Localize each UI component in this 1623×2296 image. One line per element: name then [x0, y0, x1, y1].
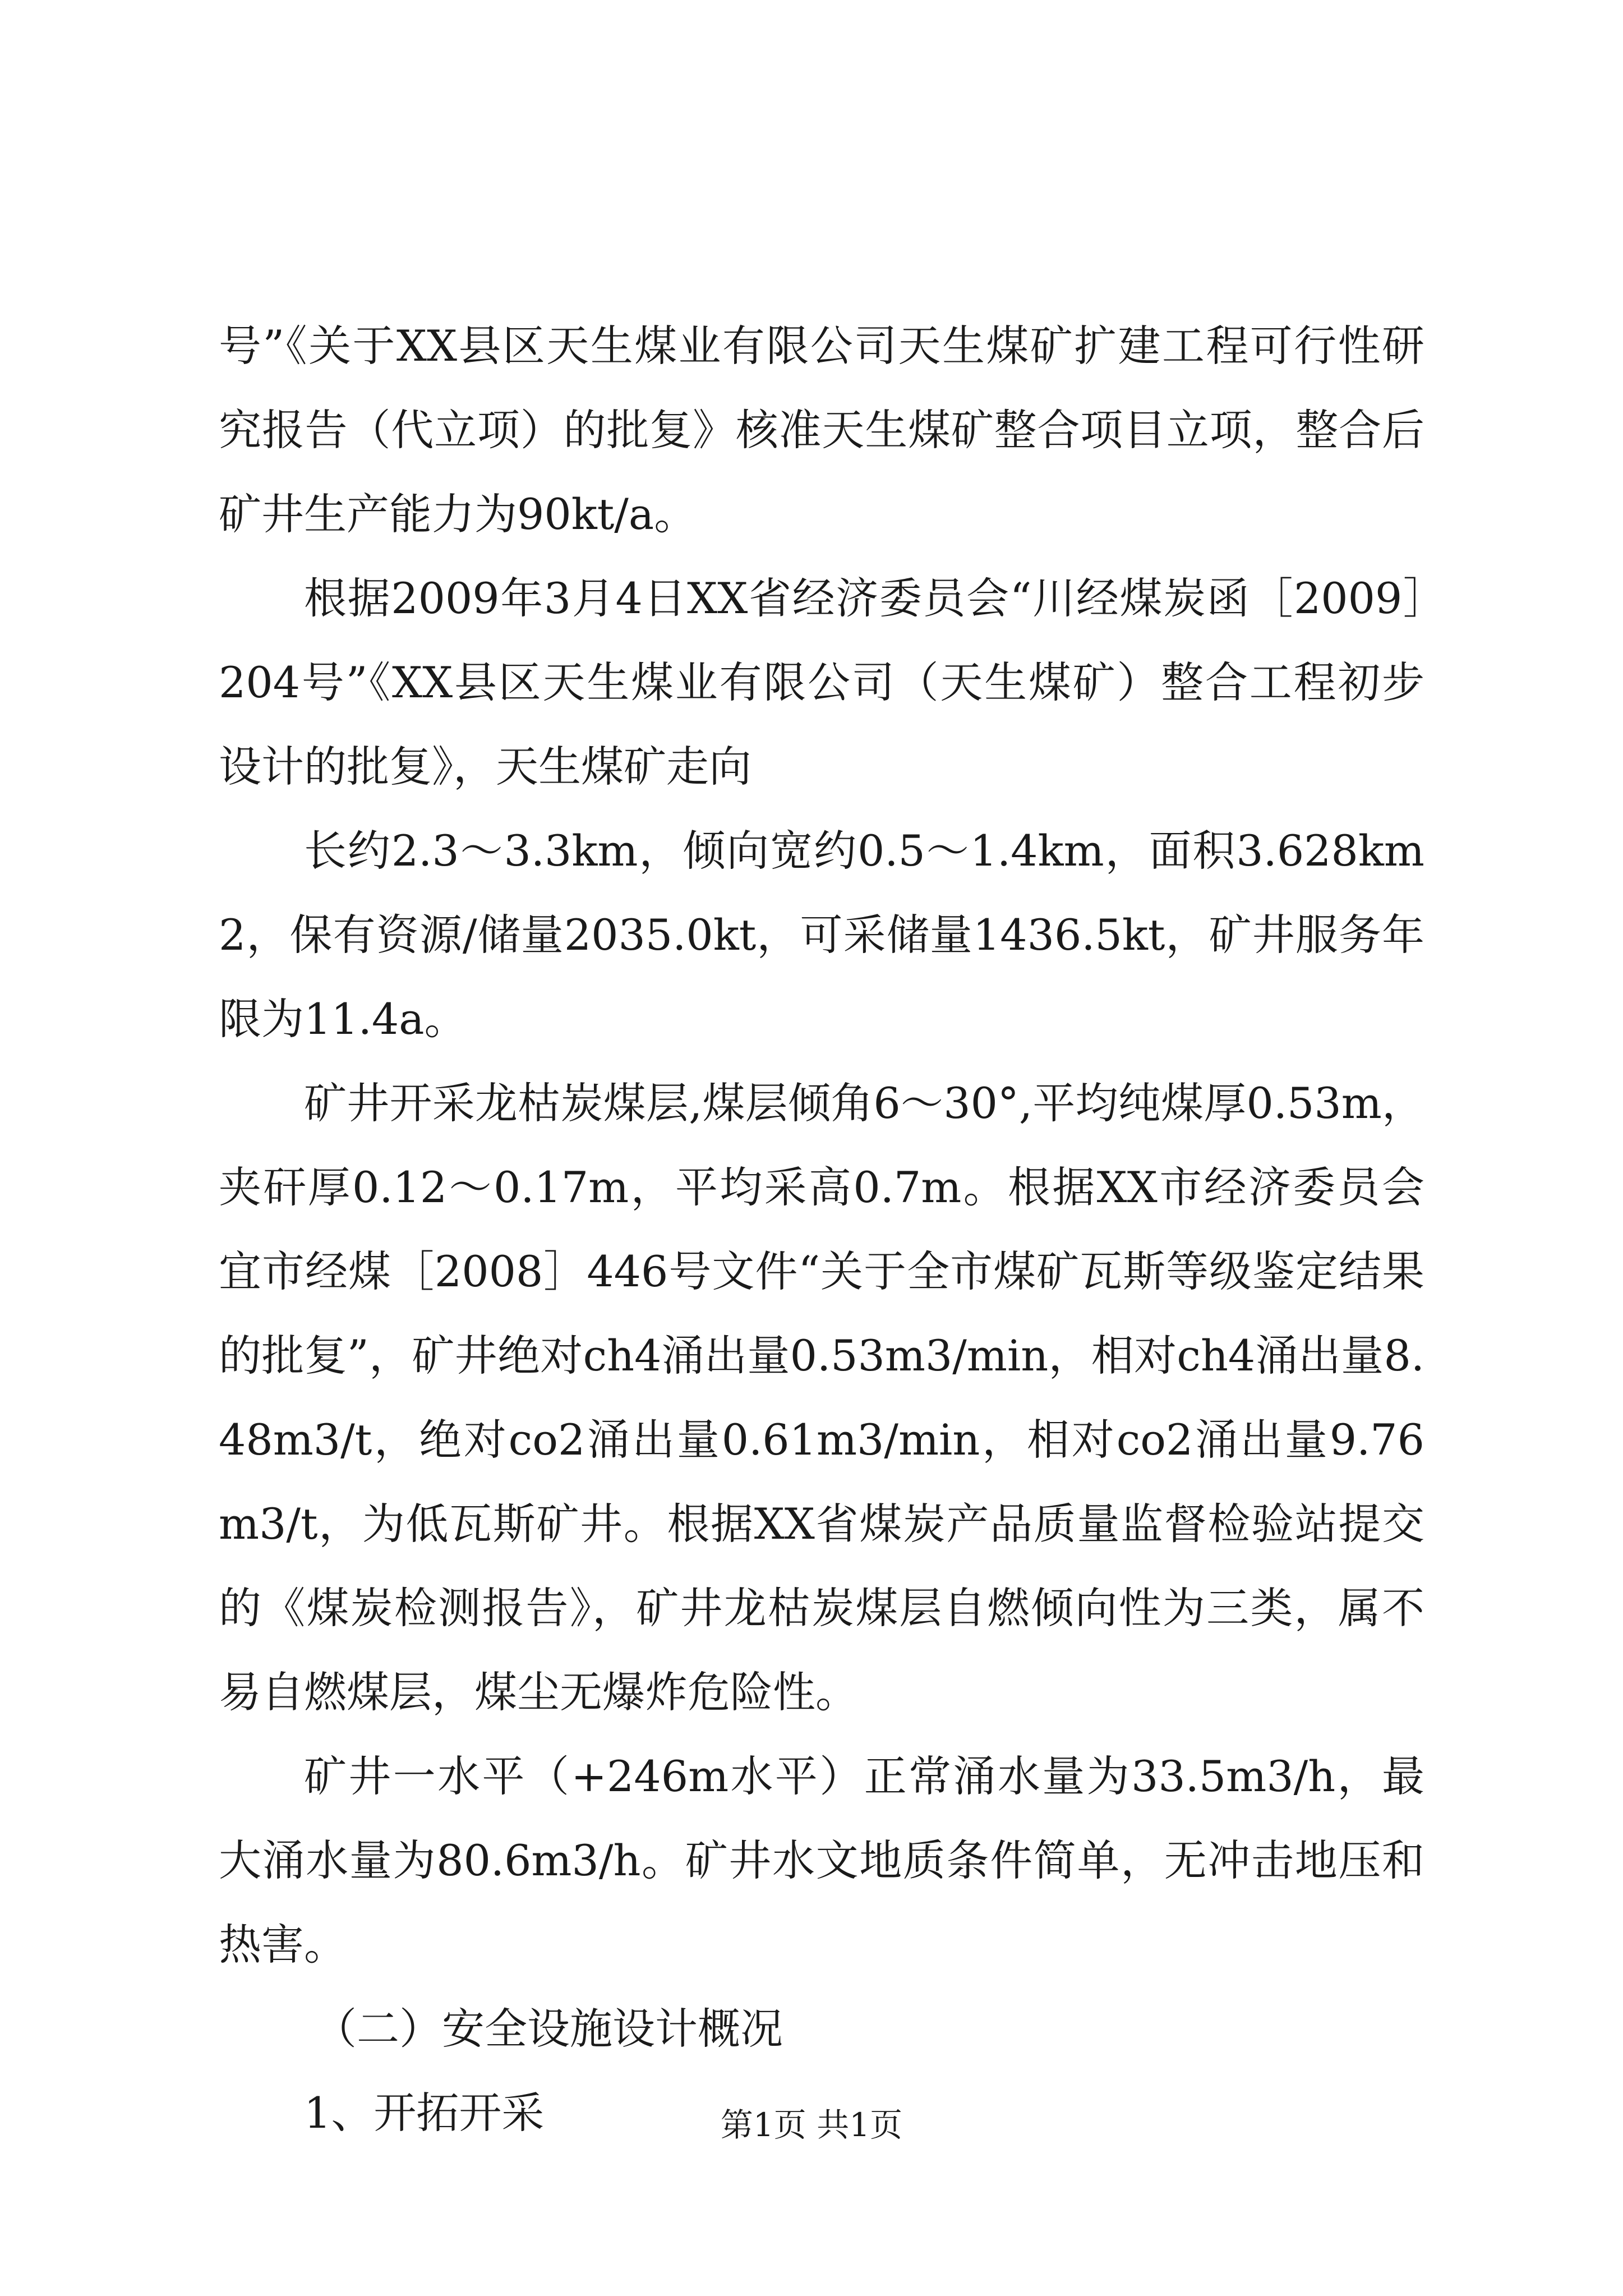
document-body [219, 304, 1424, 2155]
paragraph-coal-seam-gas: 矿井开采龙枯炭煤层,煤层倾角6～30°,平均纯煤厚0.53m，夹矸厚0.12～0.17m，平均采高0.7m。根据XX市经济委员会宜市经煤［2008］446号文件“关于全市煤矿瓦斯等级鉴定结果的批复”，矿井绝对ch4涌出量0.53m3/min，相对ch4涌出量8.48m3/t，绝对co2涌出量0.61m3/min，相对co2涌出量9.76m3/t，为低瓦斯矿井。根据XX省煤炭产品质量监督检验站提交的《煤炭检测报告》，矿井龙枯炭煤层自燃倾向性为三类，属不易自燃煤层，煤尘无爆炸危险性。 [219, 1078, 1424, 1717]
paragraph-approval-continuation: 号”《关于XX县区天生煤业有限公司天生煤矿扩建工程可行性研究报告（代立项）的批复》核准天生煤矿整合项目立项，整合后矿井生产能力为90kt/a。 [219, 321, 1424, 539]
page-footer: 第1页 共1页 [720, 2106, 903, 2144]
subsection-heading: 1、开拓开采 [304, 2088, 545, 2138]
section-heading: （二）安全设施设计概况 [314, 2004, 783, 2054]
paragraph-preliminary-design: 根据2009年3月4日XX省经济委员会“川经煤炭函［2009］204号”《XX县区天生煤业有限公司（天生煤矿）整合工程初步设计的批复》，天生煤矿走向 [219, 573, 1424, 792]
paragraph-water-inflow: 矿井一水平（+246m水平）正常涌水量为33.5m3/h，最大涌水量为80.6m3/h。矿井水文地质条件简单，无冲击地压和热害。 [219, 1751, 1424, 1970]
paragraph-reserves: 长约2.3～3.3km，倾向宽约0.5～1.4km，面积3.628km2，保有资源/储量2035.0kt，可采储量1436.5kt，矿井服务年限为11.4a。 [219, 826, 1424, 1044]
